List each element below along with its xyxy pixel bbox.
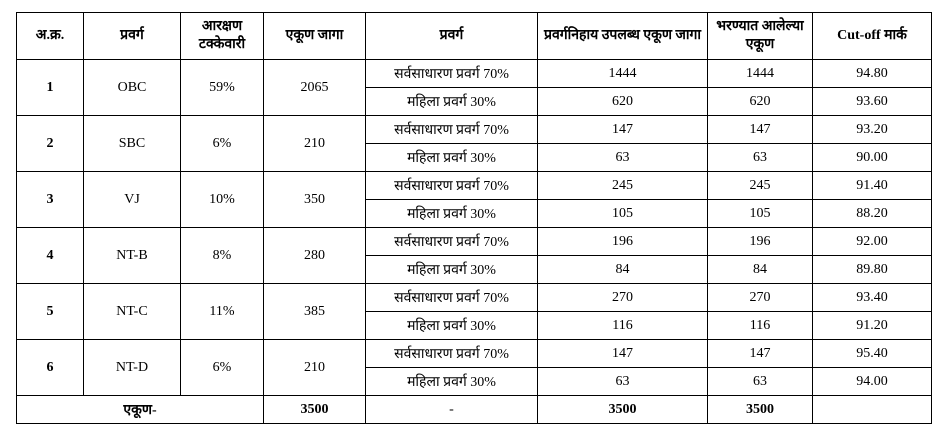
- header-total-seats: एकूण जागा: [264, 13, 366, 60]
- row-cutoff: 91.20: [813, 312, 932, 340]
- table-body: [17, 60, 932, 396]
- row-category: NT-D: [84, 340, 181, 396]
- row-filled: 620: [708, 88, 813, 116]
- row-available: 245: [538, 172, 708, 200]
- row-cutoff: 90.00: [813, 144, 932, 172]
- row-cutoff: 94.80: [813, 60, 932, 88]
- row-sub-category: महिला प्रवर्ग 30%: [366, 88, 538, 116]
- row-cutoff: 94.00: [813, 368, 932, 396]
- total-seats: 3500: [264, 396, 366, 424]
- header-row: [17, 13, 932, 60]
- row-sub-category: सर्वसाधारण प्रवर्ग 70%: [366, 228, 538, 256]
- row-available: 196: [538, 228, 708, 256]
- total-label: एकूण-: [17, 396, 264, 424]
- row-sr: 1: [17, 60, 84, 116]
- row-filled: 1444: [708, 60, 813, 88]
- row-cutoff: 93.40: [813, 284, 932, 312]
- row-reservation: 6%: [181, 340, 264, 396]
- total-filled: 3500: [708, 396, 813, 424]
- header-category: प्रवर्ग: [84, 13, 181, 60]
- row-cutoff: 89.80: [813, 256, 932, 284]
- row-filled: 245: [708, 172, 813, 200]
- table-row: [17, 116, 932, 144]
- row-sr: 6: [17, 340, 84, 396]
- row-category: NT-B: [84, 228, 181, 284]
- row-cutoff: 93.60: [813, 88, 932, 116]
- table-row: [17, 284, 932, 312]
- header-cutoff: Cut-off मार्क: [813, 13, 932, 60]
- row-filled: 63: [708, 144, 813, 172]
- row-category: NT-C: [84, 284, 181, 340]
- header-available: प्रवर्गनिहाय उपलब्ध एकूण जागा: [538, 13, 708, 60]
- row-available: 270: [538, 284, 708, 312]
- row-cutoff: 91.40: [813, 172, 932, 200]
- row-sub-category: महिला प्रवर्ग 30%: [366, 256, 538, 284]
- header-reservation: आरक्षण टक्केवारी: [181, 13, 264, 60]
- row-total-seats: 350: [264, 172, 366, 228]
- row-sub-category: सर्वसाधारण प्रवर्ग 70%: [366, 340, 538, 368]
- row-filled: 147: [708, 340, 813, 368]
- row-sub-category: महिला प्रवर्ग 30%: [366, 144, 538, 172]
- row-reservation: 59%: [181, 60, 264, 116]
- row-sub-category: महिला प्रवर्ग 30%: [366, 200, 538, 228]
- row-cutoff: 88.20: [813, 200, 932, 228]
- row-filled: 270: [708, 284, 813, 312]
- row-sub-category: सर्वसाधारण प्रवर्ग 70%: [366, 116, 538, 144]
- table-row: [17, 172, 932, 200]
- row-cutoff: 93.20: [813, 116, 932, 144]
- row-total-seats: 210: [264, 340, 366, 396]
- table-row: [17, 228, 932, 256]
- row-category: VJ: [84, 172, 181, 228]
- row-available: 63: [538, 144, 708, 172]
- row-filled: 105: [708, 200, 813, 228]
- row-sr: 5: [17, 284, 84, 340]
- row-total-seats: 210: [264, 116, 366, 172]
- row-filled: 116: [708, 312, 813, 340]
- row-available: 620: [538, 88, 708, 116]
- row-reservation: 10%: [181, 172, 264, 228]
- row-reservation: 8%: [181, 228, 264, 284]
- row-total-seats: 385: [264, 284, 366, 340]
- row-cutoff: 92.00: [813, 228, 932, 256]
- row-sub-category: सर्वसाधारण प्रवर्ग 70%: [366, 60, 538, 88]
- total-available: 3500: [538, 396, 708, 424]
- row-total-seats: 2065: [264, 60, 366, 116]
- row-sub-category: महिला प्रवर्ग 30%: [366, 312, 538, 340]
- row-category: OBC: [84, 60, 181, 116]
- row-total-seats: 280: [264, 228, 366, 284]
- row-sr: 2: [17, 116, 84, 172]
- row-available: 147: [538, 340, 708, 368]
- cutoff-table: [16, 12, 932, 424]
- header-sub-category: प्रवर्ग: [366, 13, 538, 60]
- row-reservation: 11%: [181, 284, 264, 340]
- row-sr: 3: [17, 172, 84, 228]
- row-sub-category: सर्वसाधारण प्रवर्ग 70%: [366, 284, 538, 312]
- row-category: SBC: [84, 116, 181, 172]
- header-sr: अ.क्र.: [17, 13, 84, 60]
- table-row: [17, 60, 932, 88]
- row-reservation: 6%: [181, 116, 264, 172]
- table-row: [17, 340, 932, 368]
- row-sub-category: महिला प्रवर्ग 30%: [366, 368, 538, 396]
- row-available: 116: [538, 312, 708, 340]
- total-cutoff: [813, 396, 932, 424]
- total-row: [17, 396, 932, 424]
- total-sub: -: [366, 396, 538, 424]
- row-available: 63: [538, 368, 708, 396]
- row-available: 84: [538, 256, 708, 284]
- row-available: 1444: [538, 60, 708, 88]
- row-sr: 4: [17, 228, 84, 284]
- row-filled: 63: [708, 368, 813, 396]
- row-filled: 84: [708, 256, 813, 284]
- header-filled: भरण्यात आलेल्या एकूण: [708, 13, 813, 60]
- row-sub-category: सर्वसाधारण प्रवर्ग 70%: [366, 172, 538, 200]
- row-available: 105: [538, 200, 708, 228]
- row-available: 147: [538, 116, 708, 144]
- row-filled: 196: [708, 228, 813, 256]
- row-cutoff: 95.40: [813, 340, 932, 368]
- row-filled: 147: [708, 116, 813, 144]
